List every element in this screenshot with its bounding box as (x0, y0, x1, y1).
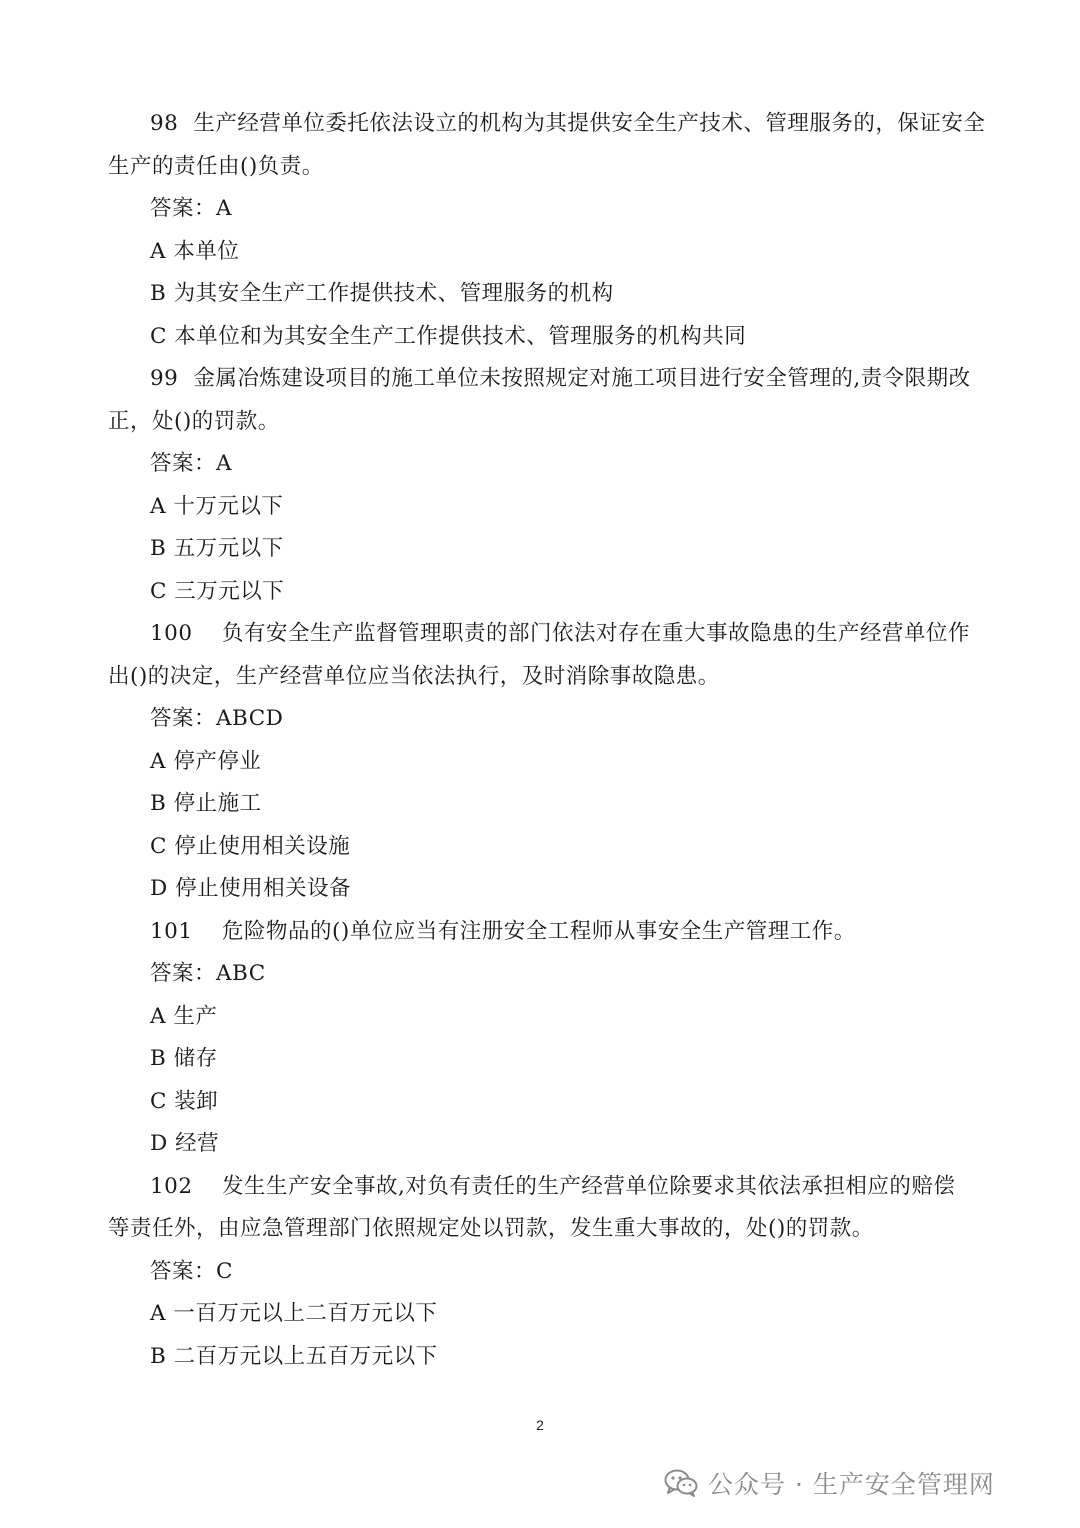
question-text: 100 负有安全生产监督管理职责的部门依法对存在重大事故隐患的生产经营单位作 (0, 613, 1080, 656)
option-c: C 三万元以下 (150, 578, 285, 604)
question-100 (0, 613, 1080, 911)
question-text: 98 生产经营单位委托依法设立的机构为其提供安全生产技术、管理服务的，保证安全 (0, 103, 1080, 146)
option-b: B 储存 (150, 1046, 218, 1071)
answer-line: 答案：A (150, 451, 233, 476)
page-number: 2 (536, 1417, 544, 1433)
question-text: 99 金属冶炼建设项目的施工单位未按照规定对施工项目进行安全管理的,责令限期改 (0, 358, 1080, 401)
option-b: B 停止施工 (150, 791, 262, 816)
option-c: C 装卸 (150, 1088, 219, 1114)
watermark-text: 公众号 · 生产安全管理网 (708, 1470, 995, 1499)
wechat-icon (664, 1468, 698, 1498)
option-a: A 十万元以下 (150, 493, 284, 519)
option-a: A 本单位 (150, 238, 240, 264)
question-text-continued: 正，处()的罚款。 (108, 408, 280, 434)
question-number: 99 (150, 366, 179, 391)
option-a: A 生产 (150, 1003, 218, 1029)
question-text: 101 危险物品的()单位应当有注册安全工程师从事安全生产管理工作。 (0, 911, 1080, 954)
option-d: D 停止使用相关设备 (150, 876, 352, 901)
question-text-continued: 等责任外，由应急管理部门依照规定处以罚款，发生重大事故的，处()的罚款。 (108, 1216, 874, 1241)
question-98 (0, 103, 1080, 358)
question-99 (0, 358, 1080, 613)
option-c: C 停止使用相关设施 (150, 833, 351, 859)
question-list (0, 103, 1080, 1378)
question-text-continued: 生产的责任由()负责。 (108, 153, 324, 179)
question-text: 102 发生生产安全事故,对负有责任的生产经营单位除要求其依法承担相应的赔偿 (0, 1166, 1080, 1209)
question-number: 98 (150, 111, 179, 136)
answer-line: 答案：ABC (150, 961, 266, 986)
question-102 (0, 1166, 1080, 1379)
question-number: 101 (150, 918, 193, 944)
answer-line: 答案：ABCD (150, 706, 284, 731)
question-number: 102 (150, 1173, 193, 1199)
question-101 (0, 911, 1080, 1166)
option-a: A 停产停业 (150, 748, 262, 774)
question-number: 100 (150, 621, 193, 646)
question-text-continued: 出()的决定，生产经营单位应当依法执行，及时消除事故隐患。 (108, 663, 720, 689)
watermark (664, 1458, 995, 1508)
option-b: B 二百万元以上五百万元以下 (150, 1343, 438, 1369)
option-a: A 一百万元以上二百万元以下 (150, 1301, 438, 1326)
option-b: B 五万元以下 (150, 536, 284, 561)
option-d: D 经营 (150, 1131, 220, 1156)
answer-line: 答案：C (150, 1258, 233, 1284)
option-c: C 本单位和为其安全生产工作提供技术、管理服务的机构共同 (150, 323, 747, 349)
option-b: B 为其安全生产工作提供技术、管理服务的机构 (150, 281, 614, 306)
answer-line: 答案：A (150, 196, 233, 221)
